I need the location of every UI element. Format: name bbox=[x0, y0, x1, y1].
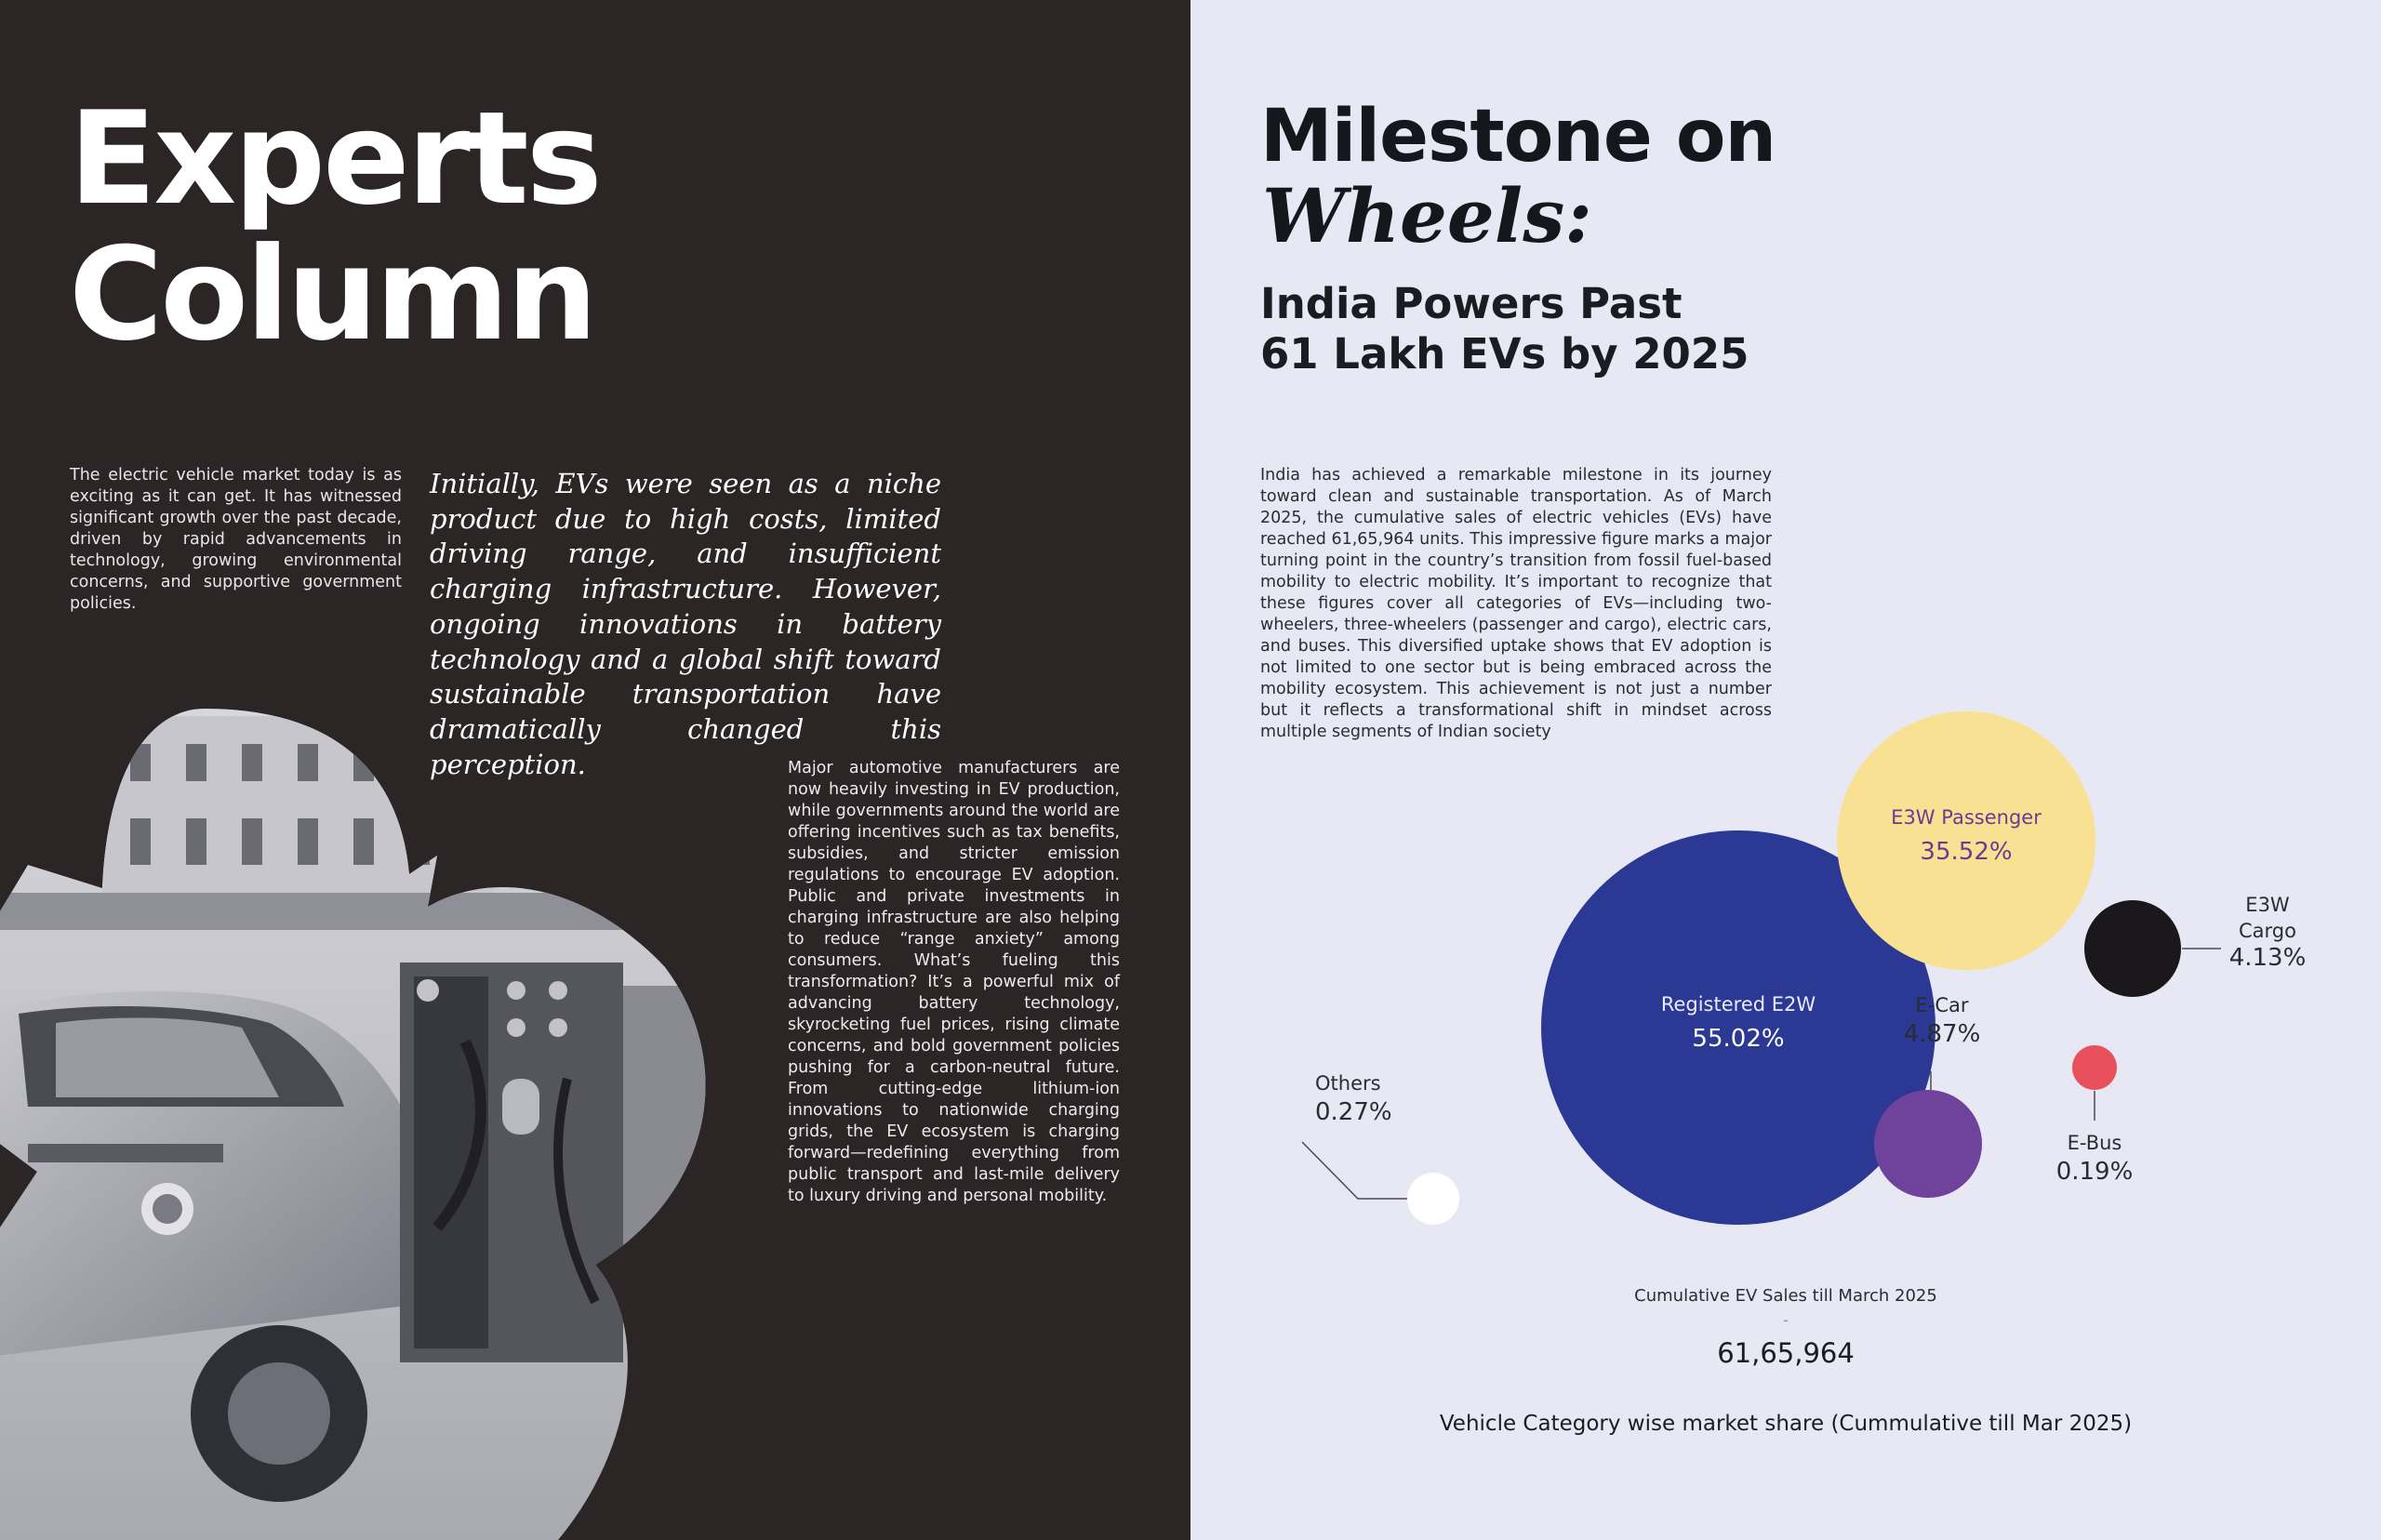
e-car-bubble bbox=[1874, 1090, 1982, 1198]
ev-charging-photo bbox=[0, 707, 744, 1540]
others-leader-line bbox=[1302, 1142, 1408, 1199]
e3w-cargo-bubble bbox=[2084, 900, 2181, 997]
experts-column-page bbox=[0, 0, 1190, 1540]
subtitle-line-2: 61 Lakh EVs by 2025 bbox=[1260, 329, 1749, 378]
e3w-cargo-value-label: 4.13% bbox=[2228, 944, 2307, 972]
wheels-title: Wheels: bbox=[1262, 172, 1592, 259]
subtitle-line-1: India Powers Past bbox=[1260, 279, 1683, 328]
experts-column-title bbox=[69, 84, 600, 369]
cumulative-sales-label: Cumulative EV Sales till March 2025 bbox=[1634, 1286, 1937, 1306]
milestone-intro: India has achieved a remarkable milestone in its journey toward clean and sustainable transportation. As of March 2025, the cumulative sales of electric vehicles (EVs) have reached 61,65,964 units. This impressive figure marks a major turning point in the country’s transition from fossil fuel-based mobility to electric mobility. It’s important to recognize that these figures cover all categories of EVs—including two-wheelers, three-wheelers (passenger and cargo), electric cars, and buses. This diversified uptake shows that EV adoption is not limited to one sector but is being embraced across the mobility ecosystem. This achievement is not just a number but it reflects a transformational shift in mindset across multiple segments of Indian society bbox=[1260, 466, 1772, 741]
others-name-label: Others bbox=[1315, 1072, 1381, 1095]
e3w-cargo-name-label: E3W bbox=[2245, 894, 2290, 916]
title-line-1: Experts bbox=[69, 84, 600, 233]
e-bus-bubble bbox=[2072, 1045, 2117, 1090]
intro-paragraph: The electric vehicle market today is as exciting as it can get. It has witnessed significant growth over the past decade, driven by rapid advancements in technology, growing environmental concerns, and supportive government policies. bbox=[70, 466, 402, 613]
e-car-name-label: E-Car bbox=[1915, 994, 1969, 1016]
others-bubble bbox=[1407, 1173, 1459, 1225]
e-bus-value-label: 0.19% bbox=[2055, 1158, 2134, 1186]
market-share-bubble-chart bbox=[1190, 0, 2381, 1540]
cumulative-sales-divider: - bbox=[1783, 1311, 1789, 1329]
registered-e2w-name-label: Registered E2W bbox=[1660, 993, 1816, 1016]
title-line-2: Column bbox=[69, 219, 595, 369]
pull-quote: Initially, EVs were seen as a niche product due to high costs, limited driving range, and insufficient charging infrastructure. However, ongoing innovations in battery technology and a global shift toward sustainable transportation have dramatically changed this perception. bbox=[430, 468, 941, 780]
e3w-passenger-value-label: 35.52% bbox=[1920, 838, 2013, 866]
e-bus-name-label: E-Bus bbox=[2067, 1132, 2122, 1154]
body-paragraph: Major automotive manufacturers are now heavily investing in EV production, while governments around the world are offering incentives such as tax benefits, subsidies, and stricter emission regulations to encourage EV adoption. Public and private investments in charging infrastructure are also helping to reduce “range anxiety” among consumers. What’s fueling this transformation? It’s a powerful mix of advancing battery technology, skyrocketing fuel prices, rising climate concerns, and bold government policies pushing for a carbon-neutral future. From cutting-edge lithium-ion innovations to nationwide charging grids, the EV ecosystem is charging forward—redefining everything from public transport and last-mile delivery to luxury driving and personal mobility. bbox=[788, 759, 1120, 1205]
others-value-label: 0.27% bbox=[1315, 1098, 1392, 1126]
chart-caption: Vehicle Category wise market share (Cummulative till Mar 2025) bbox=[1439, 1412, 2133, 1436]
e3w-cargo-name-label-2: Cargo bbox=[2239, 920, 2296, 942]
milestone-title: Milestone on bbox=[1260, 95, 1776, 179]
registered-e2w-value-label: 55.02% bbox=[1692, 1025, 1785, 1053]
e-car-value-label: 4.87% bbox=[1903, 1020, 1981, 1048]
e3w-passenger-name-label: E3W Passenger bbox=[1891, 806, 2042, 829]
cumulative-sales-value: 61,65,964 bbox=[1717, 1337, 1855, 1369]
